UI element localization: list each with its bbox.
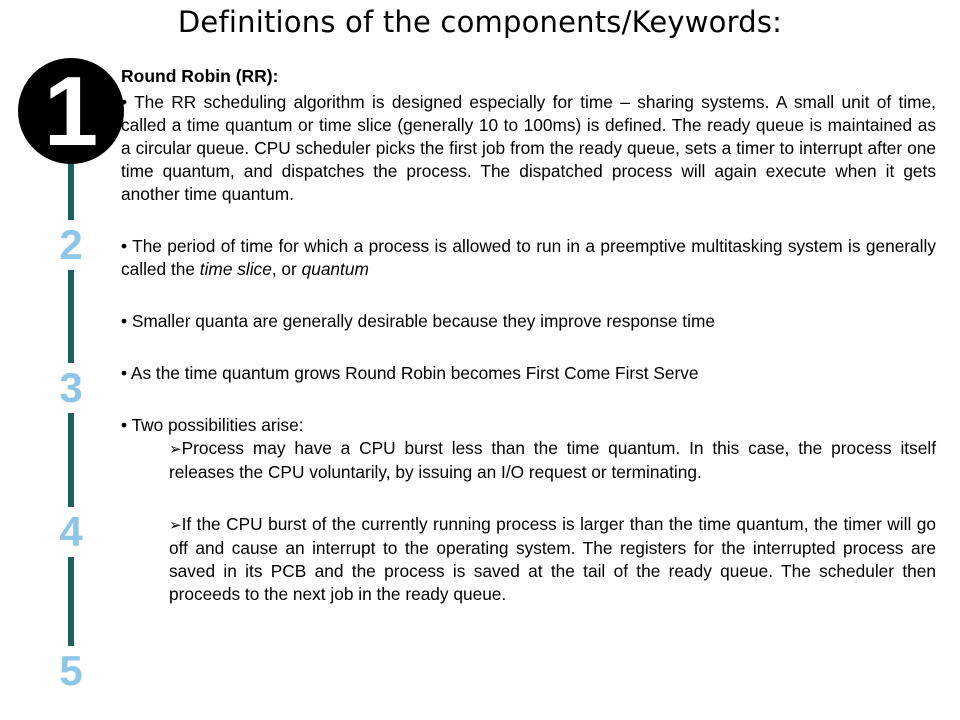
possibility-item xyxy=(169,513,936,606)
possibility-text: Process may have a CPU burst less than the time quantum. In this case, the process itself releases the CPU voluntarily, by issuing an I/O request or terminating. xyxy=(169,438,936,482)
step-2-marker: 2 xyxy=(46,220,96,270)
bullet-marker: • xyxy=(121,92,128,112)
step-3-marker: 3 xyxy=(46,363,96,413)
arrow-bullet-icon: ➢ xyxy=(169,516,182,534)
bullet-text: The RR scheduling algorithm is designed especially for time – sharing systems. A small unit of time, called a time quantum or time slice (generally 10 to 100ms) is defined. The ready queue is maintained as a circular queue. CPU scheduler picks the first job from the ready queue, sets a timer to interrupt after one time quantum, and dispatches the process. The dispatched process will again execute when it gets another time quantum. xyxy=(121,92,936,204)
bullet-rr-description xyxy=(121,91,936,206)
bullet-marker: • xyxy=(121,363,128,383)
bullet-text: As the time quantum grows Round Robin becomes First Come First Serve xyxy=(130,363,699,383)
step-1-marker: 1 xyxy=(18,58,124,164)
section-heading: Round Robin (RR): xyxy=(121,66,279,86)
step-4-marker: 4 xyxy=(46,507,96,557)
definition-content xyxy=(121,64,936,606)
step-5-marker: 5 xyxy=(46,646,96,696)
bullet-text-joiner: , or xyxy=(271,259,302,279)
bullet-text: The period of time for which a process is allowed to run in a preemptive multitasking system is generally called the xyxy=(121,236,936,279)
bullet-marker: • xyxy=(121,311,128,331)
bullet-marker: • xyxy=(121,236,128,256)
page-title: Definitions of the components/Keywords: xyxy=(177,5,783,39)
bullet-quantum-grows xyxy=(121,362,936,385)
possibility-text: If the CPU burst of the currently running process is larger than the time quantum, the timer will go off and cause an interrupt to the operating system. The registers for the interrupted process are saved in its PCB and the process is saved at the tail of the ready queue. The scheduler then proceeds to the next job in the ready queue. xyxy=(169,514,936,604)
emphasis-time-slice: time slice xyxy=(199,259,272,279)
emphasis-quantum: quantum xyxy=(301,259,369,279)
arrow-bullet-icon: ➢ xyxy=(169,440,182,458)
bullet-text: Smaller quanta are generally desirable because they improve response time xyxy=(131,311,715,331)
bullet-marker: • xyxy=(121,415,128,435)
bullet-smaller-quanta xyxy=(121,310,936,333)
possibility-item xyxy=(169,437,936,484)
bullet-text: Two possibilities arise: xyxy=(131,415,304,435)
bullet-two-possibilities xyxy=(121,414,936,437)
possibilities-list xyxy=(169,437,936,606)
bullet-time-slice-definition xyxy=(121,235,936,281)
